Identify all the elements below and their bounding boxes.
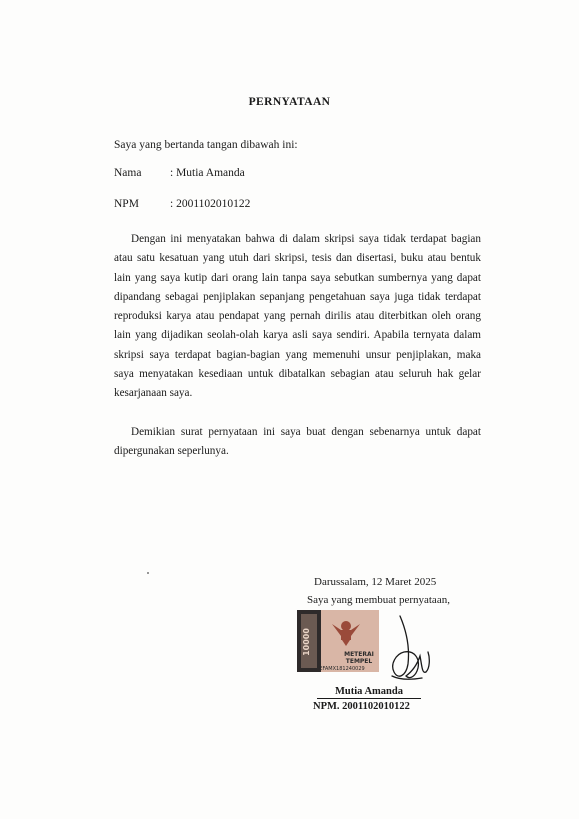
stamp-value: 10000 [302, 628, 311, 656]
npm-field [114, 198, 250, 210]
closing-paragraph: Demikian surat pernyataan ini saya buat dengan sebenarnya untuk dapat dipergunakan seperlunya. [114, 425, 481, 458]
statement-paragraph: Dengan ini menyatakan bahwa di dalam skripsi saya tidak terdapat bagian atau satu kesatuan yang utuh dari skripsi, tesis dan disertasi, buku atau bentuk lain yang saya kutip dari orang lain tanpa saya sebutkan sumbernya yang dapat dipandang sebagai penjiplakan sepanjang pengetahuan saya juga tidak terdapat reproduksi karya atau pendapat yang pernah dirilis atau diterbitkan oleh orang lain yang dijadikan seolah-olah karya asli saya sendiri. Apabila ternyata dalam skripsi saya terdapat bagian-bagian yang memenuhi unsur penjiplakan, maka saya menyatakan kesediaan untuk dibatalkan sebagian atau seluruh hak gelar kesarjanaan saya. [114, 233, 481, 400]
npm-value: : 2001102010122 [170, 198, 251, 210]
signature-block [288, 606, 438, 694]
signer-npm: NPM. 2001102010122 [313, 701, 410, 712]
scan-speck [147, 572, 149, 574]
name-field [114, 167, 245, 179]
document-title: PERNYATAAN [248, 96, 331, 108]
stamp-title-1: METERAI [344, 651, 374, 658]
handwritten-signature [392, 616, 429, 679]
signer-name: Mutia Amanda [317, 686, 421, 699]
intro-line: Saya yang bertanda tangan dibawah ini: [114, 139, 298, 151]
name-label: Nama [114, 167, 142, 179]
stamp-serial: EFAMX181240029 [319, 666, 365, 672]
npm-label: NPM [114, 198, 139, 210]
meterai-stamp-signature [288, 606, 438, 694]
stamp-title-2: TEMPEL [345, 658, 373, 665]
statement-body [114, 230, 481, 481]
name-value: : Mutia Amanda [170, 167, 245, 179]
signer-statement: Saya yang membuat pernyataan, [307, 594, 450, 606]
place-date: Darussalam, 12 Maret 2025 [314, 576, 437, 588]
